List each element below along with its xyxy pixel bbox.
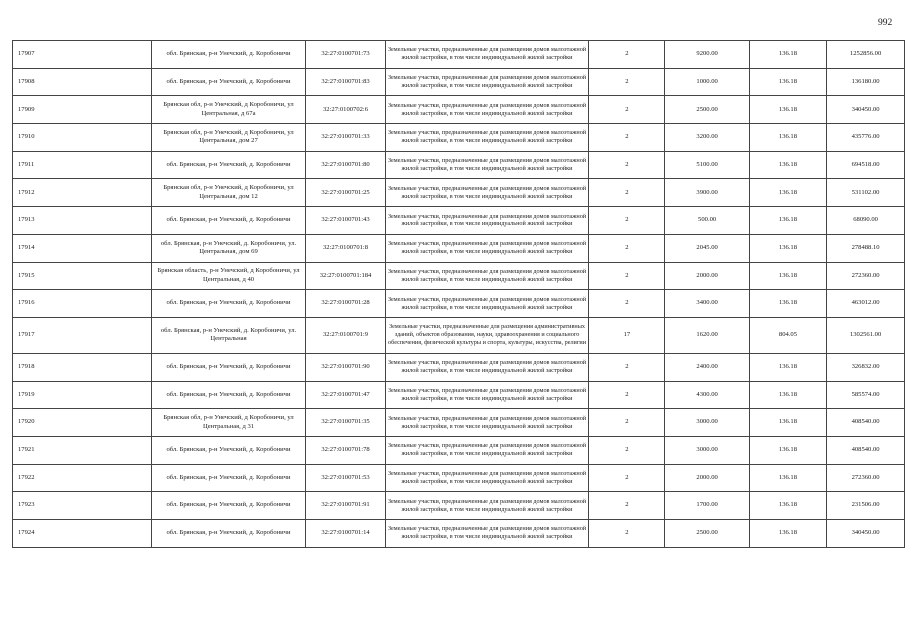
category-code-cell: 2: [589, 464, 665, 492]
area-cell: 2500.00: [665, 520, 749, 548]
cadastral-number-cell: 32:27:0100701:8: [306, 234, 385, 262]
cadastral-rate-cell: 136.18: [749, 381, 826, 409]
cadastral-rate-cell: 136.18: [749, 68, 826, 96]
land-use-cell: Земельные участки, предназначенные для размещения домов малоэтажной жилой застройки, в том числе индивидуальной жилой застройки: [385, 234, 589, 262]
address-cell: обл. Брянская, р-н Унечский, д. Коробоничи: [151, 381, 306, 409]
cadastral-rate-cell: 136.18: [749, 124, 826, 152]
cadastral-value-cell: 408540.00: [827, 436, 905, 464]
row-number: 17909: [13, 96, 152, 124]
land-use-cell: Земельные участки, предназначенные для размещения домов малоэтажной жилой застройки, в том числе индивидуальной жилой застройки: [385, 520, 589, 548]
cadastral-number-cell: 32:27:0100701:73: [306, 41, 385, 69]
table-row: [13, 41, 905, 69]
row-number: 17924: [13, 520, 152, 548]
cadastral-value-cell: 272360.00: [827, 464, 905, 492]
address-cell: обл. Брянская, р-н Унечский, д. Коробоничи: [151, 492, 306, 520]
table-row: [13, 96, 905, 124]
cadastral-value-cell: 272360.00: [827, 262, 905, 290]
area-cell: 2500.00: [665, 96, 749, 124]
table-row: [13, 317, 905, 353]
category-code-cell: 2: [589, 381, 665, 409]
land-use-cell: Земельные участки, предназначенные для размещения домов малоэтажной жилой застройки, в том числе индивидуальной жилой застройки: [385, 409, 589, 437]
address-cell: обл. Брянская, р-н Унечский, д. Коробоничи: [151, 41, 306, 69]
cadastral-rate-cell: 136.18: [749, 262, 826, 290]
cadastral-number-cell: 32:27:0100701:43: [306, 207, 385, 235]
cadastral-value-cell: 435776.00: [827, 124, 905, 152]
cadastral-value-cell: 136180.00: [827, 68, 905, 96]
row-number: 17910: [13, 124, 152, 152]
row-number: 17920: [13, 409, 152, 437]
land-use-cell: Земельные участки, предназначенные для размещения домов малоэтажной жилой застройки, в том числе индивидуальной жилой застройки: [385, 179, 589, 207]
land-use-cell: Земельные участки, предназначенные для размещения домов малоэтажной жилой застройки, в том числе индивидуальной жилой застройки: [385, 151, 589, 179]
category-code-cell: 2: [589, 68, 665, 96]
category-code-cell: 2: [589, 492, 665, 520]
land-use-cell: Земельные участки, предназначенные для размещения домов малоэтажной жилой застройки, в том числе индивидуальной жилой застройки: [385, 68, 589, 96]
address-cell: обл. Брянская, р-н Унечский, д. Коробоничи: [151, 520, 306, 548]
table-row: [13, 262, 905, 290]
area-cell: 4300.00: [665, 381, 749, 409]
land-use-cell: Земельные участки, предназначенные для размещения домов малоэтажной жилой застройки, в том числе индивидуальной жилой застройки: [385, 207, 589, 235]
cadastral-value-cell: 694518.00: [827, 151, 905, 179]
area-cell: 3000.00: [665, 436, 749, 464]
table-row: [13, 464, 905, 492]
cadastral-number-cell: 32:27:0100701:47: [306, 381, 385, 409]
cadastral-rate-cell: 136.18: [749, 353, 826, 381]
cadastral-number-cell: 32:27:0100701:80: [306, 151, 385, 179]
row-number: 17918: [13, 353, 152, 381]
address-cell: обл. Брянская, р-н Унечский, д. Коробоничи: [151, 290, 306, 318]
cadastral-value-cell: 585574.00: [827, 381, 905, 409]
cadastral-number-cell: 32:27:0100701:90: [306, 353, 385, 381]
address-cell: обл. Брянская, р-н Унечский, д. Коробоничи: [151, 68, 306, 96]
category-code-cell: 2: [589, 262, 665, 290]
table-row: [13, 353, 905, 381]
address-cell: обл. Брянская, р-н Унечский, д. Коробоничи, ул. Центральная: [151, 317, 306, 353]
address-cell: Брянская обл, р-н Унечский, д Коробоничи, ул Центральная, д 67а: [151, 96, 306, 124]
land-use-cell: Земельные участки, предназначенные для размещения домов малоэтажной жилой застройки, в том числе индивидуальной жилой застройки: [385, 262, 589, 290]
table-row: [13, 381, 905, 409]
cadastral-rate-cell: 136.18: [749, 207, 826, 235]
address-cell: обл. Брянская, р-н Унечский, д. Коробоничи: [151, 436, 306, 464]
land-use-cell: Земельные участки, предназначенные для размещения домов малоэтажной жилой застройки, в том числе индивидуальной жилой застройки: [385, 492, 589, 520]
category-code-cell: 2: [589, 353, 665, 381]
category-code-cell: 2: [589, 409, 665, 437]
area-cell: 500.00: [665, 207, 749, 235]
cadastral-number-cell: 32:27:0100701:184: [306, 262, 385, 290]
area-cell: 2000.00: [665, 262, 749, 290]
area-cell: 3200.00: [665, 124, 749, 152]
cadastral-rate-cell: 136.18: [749, 409, 826, 437]
cadastral-rate-cell: 136.18: [749, 179, 826, 207]
area-cell: 1620.00: [665, 317, 749, 353]
table-row: [13, 234, 905, 262]
table-row: [13, 409, 905, 437]
category-code-cell: 2: [589, 151, 665, 179]
row-number: 17922: [13, 464, 152, 492]
cadastral-value-cell: 278488.10: [827, 234, 905, 262]
category-code-cell: 2: [589, 234, 665, 262]
cadastral-rate-cell: 136.18: [749, 290, 826, 318]
address-cell: Брянская обл, р-н Унечский, д Коробоничи, ул Центральная, д 31: [151, 409, 306, 437]
land-use-cell: Земельные участки, предназначенные для размещения домов малоэтажной жилой застройки, в том числе индивидуальной жилой застройки: [385, 290, 589, 318]
land-use-cell: Земельные участки, предназначенные для размещения домов малоэтажной жилой застройки, в том числе индивидуальной жилой застройки: [385, 464, 589, 492]
land-use-cell: Земельные участки, предназначенные для размещения домов малоэтажной жилой застройки, в том числе индивидуальной жилой застройки: [385, 353, 589, 381]
land-use-cell: Земельные участки, предназначенные для размещения домов малоэтажной жилой застройки, в том числе индивидуальной жилой застройки: [385, 96, 589, 124]
cadastral-value-cell: 340450.00: [827, 520, 905, 548]
row-number: 17907: [13, 41, 152, 69]
area-cell: 2400.00: [665, 353, 749, 381]
cadastral-value-cell: 326832.00: [827, 353, 905, 381]
land-use-cell: Земельные участки, предназначенные для размещения домов малоэтажной жилой застройки, в том числе индивидуальной жилой застройки: [385, 41, 589, 69]
cadastral-number-cell: 32:27:0100701:9: [306, 317, 385, 353]
land-use-cell: Земельные участки, предназначенные для размещения домов малоэтажной жилой застройки, в том числе индивидуальной жилой застройки: [385, 124, 589, 152]
cadastral-value-cell: 68090.00: [827, 207, 905, 235]
address-cell: обл. Брянская, р-н Унечский, д. Коробоничи: [151, 151, 306, 179]
cadastral-number-cell: 32:27:0100701:28: [306, 290, 385, 318]
area-cell: 3900.00: [665, 179, 749, 207]
cadastral-number-cell: 32:27:0100701:78: [306, 436, 385, 464]
area-cell: 9200.00: [665, 41, 749, 69]
table-row: [13, 436, 905, 464]
cadastral-number-cell: 32:27:0100701:53: [306, 464, 385, 492]
row-number: 17917: [13, 317, 152, 353]
cadastral-rate-cell: 136.18: [749, 492, 826, 520]
area-cell: 3400.00: [665, 290, 749, 318]
table-row: [13, 68, 905, 96]
area-cell: 2000.00: [665, 464, 749, 492]
cadastral-number-cell: 32:27:0100702:6: [306, 96, 385, 124]
cadastral-value-cell: 408540.00: [827, 409, 905, 437]
cadastral-value-cell: 340450.00: [827, 96, 905, 124]
cadastral-value-cell: 463012.00: [827, 290, 905, 318]
land-registry-table: [12, 40, 905, 548]
cadastral-rate-cell: 136.18: [749, 96, 826, 124]
cadastral-rate-cell: 136.18: [749, 151, 826, 179]
cadastral-number-cell: 32:27:0100701:25: [306, 179, 385, 207]
address-cell: обл. Брянская, р-н Унечский, д. Коробоничи: [151, 353, 306, 381]
cadastral-value-cell: 531102.00: [827, 179, 905, 207]
area-cell: 1700.00: [665, 492, 749, 520]
category-code-cell: 2: [589, 179, 665, 207]
address-cell: обл. Брянская, р-н Унечский, д. Коробоничи, ул. Центральная, дом 69: [151, 234, 306, 262]
area-cell: 2045.00: [665, 234, 749, 262]
address-cell: Брянская область, р-н Унечский, д Коробоничи, ул Центральная, д 40: [151, 262, 306, 290]
table-row: [13, 207, 905, 235]
category-code-cell: 2: [589, 290, 665, 318]
address-cell: Брянская обл, р-н Унечский, д Коробоничи, ул Центральная, дом 27: [151, 124, 306, 152]
category-code-cell: 2: [589, 207, 665, 235]
table-row: [13, 124, 905, 152]
cadastral-rate-cell: 136.18: [749, 234, 826, 262]
category-code-cell: 2: [589, 124, 665, 152]
row-number: 17911: [13, 151, 152, 179]
row-number: 17919: [13, 381, 152, 409]
category-code-cell: 2: [589, 436, 665, 464]
cadastral-rate-cell: 804.05: [749, 317, 826, 353]
address-cell: обл. Брянская, р-н Унечский, д. Коробоничи: [151, 464, 306, 492]
cadastral-rate-cell: 136.18: [749, 41, 826, 69]
category-code-cell: 17: [589, 317, 665, 353]
address-cell: обл. Брянская, р-н Унечский, д. Коробоничи: [151, 207, 306, 235]
area-cell: 1000.00: [665, 68, 749, 96]
table-row: [13, 492, 905, 520]
row-number: 17916: [13, 290, 152, 318]
cadastral-value-cell: 1302561.00: [827, 317, 905, 353]
table-row: [13, 179, 905, 207]
cadastral-value-cell: 231506.00: [827, 492, 905, 520]
table-row: [13, 520, 905, 548]
row-number: 17915: [13, 262, 152, 290]
cadastral-number-cell: 32:27:0100701:35: [306, 409, 385, 437]
page-number: 992: [878, 18, 893, 28]
category-code-cell: 2: [589, 520, 665, 548]
table-row: [13, 290, 905, 318]
cadastral-number-cell: 32:27:0100701:14: [306, 520, 385, 548]
category-code-cell: 2: [589, 96, 665, 124]
row-number: 17908: [13, 68, 152, 96]
row-number: 17913: [13, 207, 152, 235]
land-use-cell: Земельные участки, предназначенные для размещения административных зданий, объектов образования, науки, здравоохранения и социального обеспечения, физической культуры и спорта, культуры, искусства, религии: [385, 317, 589, 353]
area-cell: 3000.00: [665, 409, 749, 437]
row-number: 17923: [13, 492, 152, 520]
land-use-cell: Земельные участки, предназначенные для размещения домов малоэтажной жилой застройки, в том числе индивидуальной жилой застройки: [385, 436, 589, 464]
cadastral-number-cell: 32:27:0100701:83: [306, 68, 385, 96]
cadastral-number-cell: 32:27:0100701:91: [306, 492, 385, 520]
cadastral-number-cell: 32:27:0100701:33: [306, 124, 385, 152]
row-number: 17914: [13, 234, 152, 262]
cadastral-rate-cell: 136.18: [749, 520, 826, 548]
row-number: 17912: [13, 179, 152, 207]
registry-body: [13, 41, 905, 548]
cadastral-value-cell: 1252856.00: [827, 41, 905, 69]
cadastral-rate-cell: 136.18: [749, 464, 826, 492]
cadastral-rate-cell: 136.18: [749, 436, 826, 464]
land-use-cell: Земельные участки, предназначенные для размещения домов малоэтажной жилой застройки, в том числе индивидуальной жилой застройки: [385, 381, 589, 409]
table-row: [13, 151, 905, 179]
area-cell: 5100.00: [665, 151, 749, 179]
address-cell: Брянская обл, р-н Унечский, д Коробоничи, ул Центральная, дом 12: [151, 179, 306, 207]
category-code-cell: 2: [589, 41, 665, 69]
row-number: 17921: [13, 436, 152, 464]
